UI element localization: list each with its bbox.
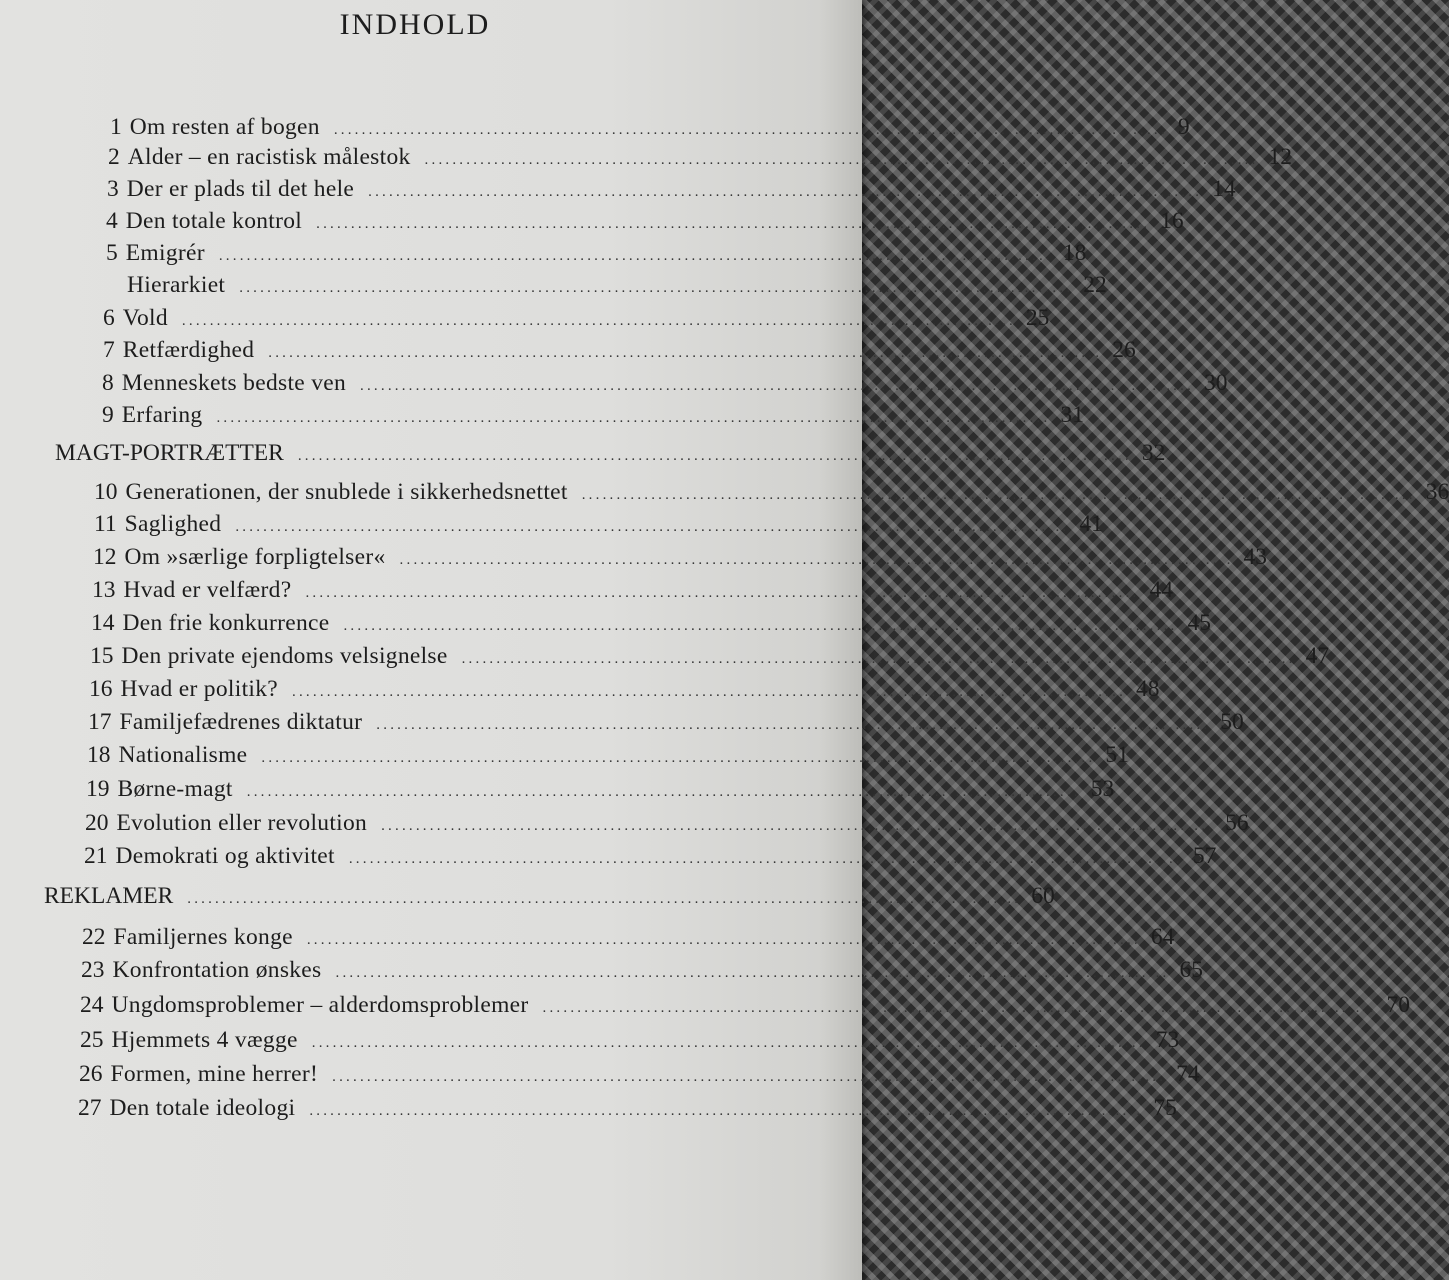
toc-entry-row [102,368,1228,398]
toc-entry-row [106,238,1087,268]
entry-title: Generationen, der snublede i sikkerhedsnettet [125,479,568,505]
toc-entry-row [106,206,1184,236]
dot-leader: ........................................................................................................................ [268,345,1103,361]
entry-title: Alder – en racistisk målestok [127,144,411,170]
dot-leader: ........................................................................................................................ [381,818,1216,834]
page-number: 36 [1425,479,1449,505]
entry-title: Der er plads til det hele [126,176,355,202]
entry-number: 8 [102,370,114,396]
dot-leader: ........................................................................................................................ [216,410,1051,426]
page-number: 30 [1204,370,1228,396]
dot-leader: ........................................................................................................................ [461,651,1296,667]
page-number: 43 [1243,544,1268,570]
entry-number: 24 [80,992,104,1018]
entry-number: 26 [79,1061,103,1087]
toc-entry-row [93,542,1268,572]
entry-number: 6 [103,305,115,331]
entry-number: 2 [108,144,120,170]
toc-entry-row [102,400,1084,430]
entry-number: 19 [86,776,110,802]
toc-entry-row [79,1059,1200,1089]
page-number: 57 [1192,843,1217,869]
entry-number: 23 [81,957,105,983]
entry-title: Familjefædrenes diktatur [119,709,363,735]
toc-entry-row [127,270,1107,300]
toc-entry-row [107,174,1236,204]
dot-leader: ........................................................................................................................ [292,684,1127,700]
entry-number: 13 [92,577,116,603]
page-number: 53 [1090,776,1115,802]
dot-leader: ........................................................................................................................ [360,378,1195,394]
page-number: 45 [1187,610,1211,636]
entry-title: Børne-magt [117,776,233,802]
entry-number: 4 [106,208,118,234]
dot-leader: ........................................................................................................................ [335,965,1170,981]
dot-leader: ........................................................................................................................ [316,216,1151,232]
dot-leader: ........................................................................................................................ [343,618,1178,634]
toc-entry-row [94,509,1103,539]
entry-number: 15 [90,643,114,669]
toc-entry-row [103,303,1050,333]
entry-title: Hvad er politik? [120,676,279,702]
page-number: 56 [1225,810,1249,836]
dot-leader: ........................................................................................................................ [333,122,1168,138]
page-number: 41 [1079,511,1103,537]
page-number: 70 [1386,992,1411,1018]
page-number: 16 [1160,208,1184,234]
entry-title: Saglighed [124,511,222,537]
entry-number: 17 [88,709,112,735]
dot-leader: ........................................................................................................................ [399,552,1234,568]
toc-entry-row [86,774,1115,804]
entry-title: Nationalisme [118,742,248,768]
entry-number: 11 [94,511,117,537]
entry-title: Formen, mine herrer! [110,1061,319,1087]
page-number: 12 [1268,144,1293,170]
entry-title: Retfærdighed [122,337,255,363]
toc-section-row [44,881,1055,911]
dot-leader: ........................................................................................................................ [311,1035,1146,1051]
dot-leader: ........................................................................................................................ [261,750,1096,766]
toc-entry-row [80,1025,1180,1055]
toc-entry-row [89,674,1160,704]
entry-title: Den private ejendoms velsignelse [121,643,448,669]
entry-number: 5 [106,240,118,266]
entry-number: 18 [87,742,111,768]
dot-leader: ........................................................................................................................ [181,313,1016,329]
dot-leader: ........................................................................................................................ [305,585,1140,601]
entry-title: Den totale ideologi [109,1095,296,1121]
page-heading: INDHOLD [339,8,491,41]
entry-number: 16 [89,676,113,702]
dot-leader: ........................................................................................................................ [424,152,1259,168]
dot-leader: ........................................................................................................................ [368,184,1203,200]
section-title: REKLAMER [44,883,174,909]
dot-leader: ........................................................................................................................ [348,851,1183,867]
toc-entry-row [81,955,1203,985]
page-number: 32 [1141,440,1166,466]
entry-number: 22 [82,924,106,950]
toc-entry-row [88,707,1244,737]
entry-title: Den frie konkurrence [122,610,330,636]
page-number: 74 [1176,1061,1200,1087]
toc-entry-row [82,922,1175,952]
entry-title: Om resten af bogen [129,114,320,140]
entry-number: 25 [80,1027,104,1053]
entry-number: 27 [78,1095,102,1121]
entry-title: Familjernes konge [113,924,293,950]
toc-entry-row [84,841,1217,871]
page-number: 75 [1153,1095,1177,1121]
entry-title: Hjemmets 4 vægge [111,1027,298,1053]
entry-number: 3 [107,176,119,202]
toc-entry-row [108,142,1293,172]
page-number: 22 [1083,272,1107,298]
dot-leader: ........................................................................................................................ [239,280,1074,296]
entry-title: Erfaring [121,402,203,428]
entry-title: Menneskets bedste ven [121,370,347,396]
dot-leader: ........................................................................................................................ [246,784,1081,800]
page-number: 51 [1105,742,1129,768]
dot-leader: ........................................................................................................................ [235,519,1070,535]
page-number: 18 [1062,240,1087,266]
entry-title: Evolution eller revolution [116,810,368,836]
page-number: 73 [1155,1027,1180,1053]
toc-entry-row [78,1093,1177,1123]
toc-entry-row [94,477,1449,507]
dot-leader: ........................................................................................................................ [309,1103,1144,1119]
toc-entry-row [80,990,1411,1020]
entry-number: 9 [102,402,114,428]
entry-title: Hierarkiet [127,272,226,298]
dot-leader: ........................................................................................................................ [332,1069,1167,1085]
toc-entry-row [90,641,1330,671]
dot-leader: ........................................................................................................................ [218,248,1053,264]
dot-leader: ........................................................................................................................ [542,1000,1377,1016]
dot-leader: ........................................................................................................................ [581,487,1416,503]
section-title: MAGT-PORTRÆTTER [55,440,284,466]
page-number: 47 [1305,643,1330,669]
toc-entry-row [85,808,1249,838]
dot-leader: ........................................................................................................................ [306,932,1141,948]
page-number: 64 [1150,924,1175,950]
toc-entry-row [110,112,1190,142]
page-number: 48 [1136,676,1160,702]
entry-number: 20 [85,810,109,836]
dot-leader: ........................................................................................................................ [376,717,1211,733]
page-number: 50 [1220,709,1244,735]
toc-entry-row [87,740,1129,770]
toc-entry-row [91,608,1211,638]
entry-title: Vold [122,305,168,331]
entry-title: Demokrati og aktivitet [115,843,335,869]
page-number: 14 [1212,176,1236,202]
page-number: 25 [1025,305,1050,331]
entry-number: 12 [93,544,117,570]
entry-number: 7 [103,337,115,363]
entry-number: 21 [84,843,108,869]
entry-title: Hvad er velfærd? [123,577,292,603]
dot-leader: ........................................................................................................................ [187,891,1022,907]
entry-number: 1 [110,114,122,140]
entry-title: Om »særlige forpligtelser« [124,544,386,570]
entry-title: Konfrontation ønskes [112,957,322,983]
page-number: 60 [1031,883,1055,909]
entry-number: 14 [91,610,115,636]
dot-leader: ........................................................................................................................ [297,448,1132,464]
page-number: 65 [1179,957,1203,983]
entry-number: 10 [94,479,118,505]
page-number: 44 [1149,577,1173,603]
toc-entry-row [92,575,1173,605]
toc-section-row [55,438,1166,468]
entry-title: Den totale kontrol [125,208,303,234]
toc-entry-row [103,335,1136,365]
page-number: 26 [1112,337,1136,363]
entry-title: Emigrér [125,240,205,266]
page-number: 9 [1177,114,1190,140]
entry-title: Ungdomsproblemer – alderdomsproblemer [111,992,529,1018]
page-number: 31 [1060,402,1084,428]
